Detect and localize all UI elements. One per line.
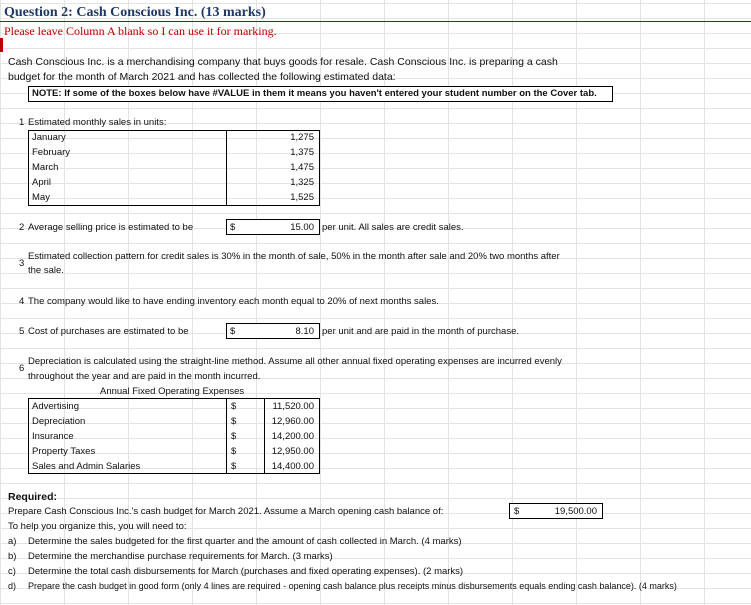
expense-value[interactable]: 14,200.00: [271, 431, 314, 442]
task-text: Determine the total cash disbursements for March (purchases and fixed operating expenses). (2 marks): [28, 566, 464, 577]
item-3-number: 3: [19, 258, 25, 269]
item-5-number: 5: [19, 326, 25, 337]
task-letter: c): [8, 566, 16, 577]
purchase-cost-value: 8.10: [295, 326, 314, 337]
item-5-label: Cost of purchases are estimated to be: [28, 326, 189, 337]
expenses-table-title: Annual Fixed Operating Expenses: [100, 386, 245, 397]
item-1-number: 1: [19, 117, 25, 128]
item-3-line-2: the sale.: [28, 265, 64, 276]
expense-label: Sales and Admin Salaries: [32, 461, 141, 472]
required-heading: Required:: [8, 491, 58, 503]
item-6-line-1: Depreciation is calculated using the straight-line method. Assume all other annual fixed operating expenses are incurred evenly: [28, 356, 562, 367]
help-text: To help you organize this, you will need to:: [8, 521, 187, 532]
required-line-1: Prepare Cash Conscious Inc.'s cash budget for March 2021. Assume a March opening cash balance of:: [8, 506, 444, 517]
expense-value[interactable]: 12,960.00: [271, 416, 314, 427]
task-letter: d): [8, 581, 17, 591]
expense-dollar: $: [231, 416, 237, 427]
task-text: Determine the merchandise purchase requirements for March. (3 marks): [28, 551, 333, 562]
sales-month-label: April: [32, 177, 52, 188]
sales-month-label: May: [32, 192, 50, 203]
sales-units-value[interactable]: 1,375: [290, 147, 314, 158]
sales-month-label: February: [32, 147, 71, 158]
sales-month-label: January: [32, 132, 66, 143]
expense-dollar: $: [231, 431, 237, 442]
expense-value[interactable]: 14,400.00: [271, 461, 314, 472]
note-text: NOTE: If some of the boxes below have #VALUE in them it means you haven't entered your student number on the Cover tab.: [32, 88, 597, 99]
task-text: Prepare the cash budget in good form (only 4 lines are required - opening cash balance plus receipts minus disbursements equals ending cash balance). (4 marks): [28, 581, 677, 591]
item-1-label: Estimated monthly sales in units:: [28, 117, 167, 128]
sales-month-label: March: [32, 162, 59, 173]
task-text: Determine the sales budgeted for the first quarter and the amount of cash collected in March. (4 marks): [28, 536, 462, 547]
question-title: Question 2: Cash Conscious Inc. (13 marks): [4, 5, 266, 20]
expenses-table-divider: [226, 398, 227, 473]
expense-label: Property Taxes: [32, 446, 96, 457]
opening-cash-dollar: $: [514, 506, 520, 517]
selling-price-value: 15.00: [290, 222, 314, 233]
item-4-number: 4: [19, 296, 25, 307]
sales-units-value[interactable]: 1,475: [290, 162, 314, 173]
sales-table-divider: [226, 130, 227, 205]
purchase-cost-suffix: per unit and are paid in the month of purchase.: [322, 326, 519, 337]
title-underline: [0, 21, 751, 22]
intro-line-1: Cash Conscious Inc. is a merchandising company that buys goods for resale. Cash Conscious Inc. is preparing a cash: [8, 56, 558, 68]
active-cell-marker: [0, 38, 3, 52]
task-letter: a): [8, 536, 17, 547]
item-6-line-2: throughout the year and are paid in the month incurred.: [28, 371, 261, 382]
marking-instruction: Please leave Column A blank so I can use it for marking.: [4, 24, 277, 38]
item-2-number: 2: [19, 222, 25, 233]
expense-label: Depreciation: [32, 416, 86, 427]
sales-units-value[interactable]: 1,525: [290, 192, 314, 203]
expense-label: Insurance: [32, 431, 74, 442]
selling-price-dollar: $: [230, 222, 236, 233]
opening-cash-value: 19,500.00: [554, 506, 597, 517]
task-letter: b): [8, 551, 17, 562]
sales-units-value[interactable]: 1,325: [290, 177, 314, 188]
expense-value[interactable]: 11,520.00: [272, 401, 314, 412]
intro-line-2: budget for the month of March 2021 and has collected the following estimated data:: [8, 71, 396, 83]
item-6-number: 6: [19, 363, 25, 374]
expense-label: Advertising: [32, 401, 79, 412]
expenses-table-divider: [264, 398, 265, 473]
item-2-label: Average selling price is estimated to be: [28, 222, 194, 233]
item-4-label: The company would like to have ending inventory each month equal to 20% of next months sales.: [28, 296, 439, 307]
item-3-line-1: Estimated collection pattern for credit sales is 30% in the month of sale, 50% in the month after sale and 20% two months after: [28, 251, 560, 262]
expense-dollar: $: [231, 401, 237, 412]
expense-value[interactable]: 12,950.00: [271, 446, 314, 457]
purchase-cost-dollar: $: [230, 326, 236, 337]
expense-dollar: $: [231, 461, 237, 472]
expense-dollar: $: [231, 446, 237, 457]
sales-units-value[interactable]: 1,275: [290, 132, 314, 143]
selling-price-suffix: per unit. All sales are credit sales.: [322, 222, 464, 233]
